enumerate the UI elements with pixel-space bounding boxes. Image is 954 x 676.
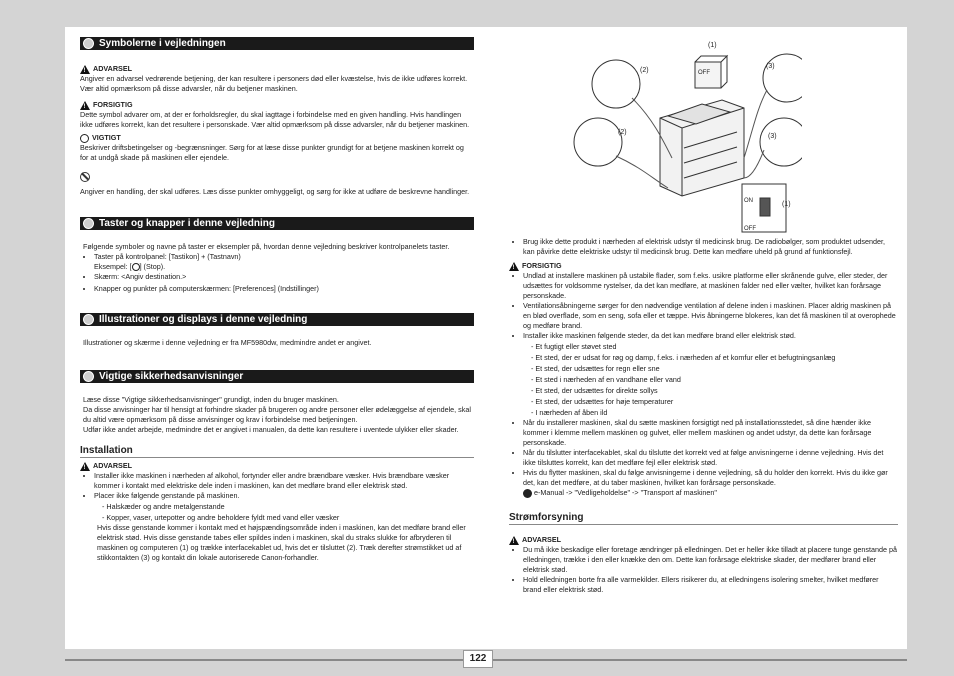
install-sub-item: - Kopper, vaser, urtepotter og andre beholdere fyldt med vand eller væsker (80, 512, 474, 523)
install-paragraph: Hvis disse genstande kommer i kontakt med et højspændingsområde inden i maskinen, kan det medføre brand eller elektrisk stød. Hvis disse genstande tabes eller spildes inden i maskinen, skal du straks slukke for afbryderen til maskinen og computeren (1) og trække interfacekablet ud, hvis det er tilsluttet (2). Træk derefter strømstikket ud af stikkontakten (3) og kontakt din lokale autoriserede Canon-forhandler. (97, 523, 466, 562)
left-column (80, 37, 474, 563)
label-off: OFF (744, 226, 756, 232)
location-sub-item: - Et sted, der udsættes for regn eller sne (509, 363, 898, 374)
section-header-illustrations: Illustrationer og displays i denne vejledning (80, 313, 474, 326)
list-item: • Placer ikke følgende genstande på maskinen. (94, 491, 474, 501)
location-sub-item: - Et sted i nærheden af en vandhane eller vand (509, 374, 898, 385)
label-off-box: OFF (698, 70, 710, 76)
right-caution-label: ! FORSIGTIG (509, 261, 898, 271)
important-label: VIGTIGT (80, 133, 474, 143)
safety-p2: Da disse anvisninger har til hensigt at forhindre skader på brugeren og andre personer eller ødelæggelse af ejendele, skal du altid være opmærksom på disse anvisninger og krav i forbindelse med betjeningen. (83, 405, 471, 424)
install-warning-label: ! ADVARSEL (80, 461, 474, 471)
list-item: • Taster på kontrolpanel: [Tastikon] + (Tastnavn) Eksempel: [ ] (Stop). (94, 252, 474, 272)
bullet-circle-icon (83, 314, 94, 325)
warning-label: ! ADVARSEL (80, 64, 474, 74)
label-2-top: (2) (640, 67, 649, 74)
label-2-mid: (2) (618, 129, 627, 136)
power-warning-label: ! ADVARSEL (509, 535, 898, 545)
location-sub-item: - Et sted, der er udsat for røg og damp, f.eks. i nærheden af et komfur eller et befugtningsanlæg (509, 352, 898, 363)
caution-triangle-icon (509, 262, 519, 271)
prohibited-text: Angiver en handling, der skal udføres. Læs disse punkter omhyggeligt, og sørg for ikke at udføre de beskrevne handlinger. (80, 187, 470, 196)
caution-text: Dette symbol advarer om, at der er forholdsregler, du skal iagttage i forbindelse med en given handling. Hvis handlingen ikke udføres korrekt, kan det resultere i personskade. Vær altid opmærksom på disse advarsler, når du betjener maskinen. (80, 110, 470, 129)
caution-list-2 (509, 418, 898, 488)
power-off-illustration (572, 38, 802, 234)
caution-list (509, 271, 898, 341)
caution-label: ! FORSIGTIG (80, 100, 474, 110)
list-item: • Skærm: <Angiv destination.> (94, 272, 474, 282)
list-item: • Installer ikke maskinen i nærheden af alkohol, fortynder eller andre brændbare væsker. Hvis brændbare væsker kommer i kontakt med elektriske dele inden i maskinen, kan det medføre brand eller elektrisk stød. (94, 471, 474, 491)
list-item: • Undlad at installere maskinen på ustabile flader, som f.eks. usikre platforme eller skrånende gulve, eller steder, der udsættes for voldsomme rystelser, da det kan medføre, at maskinen falder ned eller vælter, hvilket kan forårsage personskade. (523, 271, 898, 301)
label-3-top: (3) (766, 63, 775, 70)
label-on: ON (744, 198, 753, 204)
emanual-reference[interactable]: e-Manual -> "Vedligeholdelse" -> "Transport af maskinen" (509, 488, 898, 498)
important-icon (80, 134, 89, 143)
caution-triangle-icon (80, 101, 90, 110)
label-1-top: (1) (708, 42, 717, 49)
list-item: • Hold elledningen borte fra alle varmekilder. Ellers risikerer du, at elledningens isolering smelter, hvilket medfører brand eller elektrisk stød. (523, 575, 898, 595)
list-item: • Ventilationsåbningerne sørger for den nødvendige ventilation af delene inden i maskinen. Placer aldrig maskinen på en blød overflade, som en seng, sofa eller et tæppe. Hvis åbningerne blokeres, kan det få maskinen til at overophede og medføre brand. (523, 301, 898, 331)
list-item: • Når du installerer maskinen, skal du sætte maskinen forsigtigt ned på installationsstedet, så dine hænder ikke kommer i klemme mellem maskinen og gulvet, eller mellem maskinen og andet udstyr, da dette kan forårsage personskade. (523, 418, 898, 448)
emanual-icon (523, 489, 532, 498)
location-sub-item: - Et fugtigt eller støvet sted (509, 341, 898, 352)
prohibited-icon (80, 172, 90, 182)
keys-intro: Følgende symboler og navne på taster er eksempler på, hvordan denne vejledning beskriver kontrolpanelets taster. (83, 242, 450, 251)
warning-triangle-icon (509, 536, 519, 545)
installation-title: Installation (80, 445, 474, 458)
list-item: • Knapper og punkter på computerskærmen: [Preferences] (Indstillinger) (94, 284, 474, 294)
list-item: • Når du tilslutter interfacekablet, skal du tilslutte det korrekt ved at følge anvisningerne i denne vejledning. Hvis det ikke tilsluttes korrekt, kan det medføre fejl eller elektrisk stød. (523, 448, 898, 468)
safety-p1: Læse disse "Vigtige sikkerhedsanvisninger" grundigt, inden du bruger maskinen. (83, 395, 339, 404)
bullet-circle-icon (83, 218, 94, 229)
section-header-symbols: Symbolerne i vejledningen (80, 37, 474, 50)
label-3-mid: (3) (768, 133, 777, 140)
location-sub-item: - I nærheden af åben ild (509, 407, 898, 418)
power-supply-title: Strømforsyning (509, 512, 898, 525)
bullet-circle-icon (83, 38, 94, 49)
section-header-safety: Vigtige sikkerhedsanvisninger (80, 370, 474, 383)
important-text: Beskriver driftsbetingelser og -begrænsninger. Sørg for at læse disse punkter grundigt for at betjene maskinen korrekt og for at undgå skade på maskinen eller ejendele. (80, 143, 464, 162)
install-list (80, 471, 474, 501)
safety-p3: Udfør ikke andet arbejde, medmindre det er angivet i manualen, da dette kan resultere i uventede ulykker eller skader. (83, 425, 459, 434)
bullet-circle-icon (83, 371, 94, 382)
list-item: • Brug ikke dette produkt i nærheden af elektrisk udstyr til medicinsk brug. De radiobølger, som produktet udsender, kan påvirke dette elektriske udstyr til medicinsk brug. Dette kan medføre uheld på grund af funktionsfejl. (523, 237, 898, 257)
list-item: • Installer ikke maskinen følgende steder, da det kan medføre brand eller elektrisk stød. (523, 331, 898, 341)
page-number: 122 (463, 650, 493, 668)
location-sub-item: - Et sted, der udsættes for direkte sollys (509, 385, 898, 396)
medical-list (509, 237, 898, 257)
label-1-bottom: (1) (782, 201, 791, 208)
illustrations-text: Illustrationer og skærme i denne vejledning er fra MF5980dw, medmindre andet er angivet. (83, 338, 372, 347)
warning-triangle-icon (80, 65, 90, 74)
install-sub-item: - Halskæder og andre metalgenstande (80, 501, 474, 512)
power-list (509, 545, 898, 595)
warning-text: Angiver en advarsel vedrørende betjening, der kan resultere i personers død eller kvæstelse, hvis de ikke udføres korrekt. Vær altid opmærksom på disse advarsler, når du betjener maskinen. (80, 74, 468, 93)
stop-key-icon (132, 263, 140, 271)
section-header-keys: Taster og knapper i denne vejledning (80, 217, 474, 230)
right-column (509, 237, 898, 595)
list-item: • Du må ikke beskadige eller foretage ændringer på elledningen. Det er heller ikke tilladt at placere tunge genstande på elledningen, trække i den eller knække den om. Dette kan forårsage elektriske skader, der medfører brand eller elektrisk stød. (523, 545, 898, 575)
list-item: • Hvis du flytter maskinen, skal du følge anvisningerne i denne vejledning, så du holder den korrekt. Hvis du ikke gør det, kan det medføre, at du taber maskinen, hvilket kan forårsage personskade. (523, 468, 898, 488)
keys-list (80, 252, 474, 294)
location-sub-item: - Et sted, der udsættes for høje temperaturer (509, 396, 898, 407)
warning-triangle-icon (80, 462, 90, 471)
